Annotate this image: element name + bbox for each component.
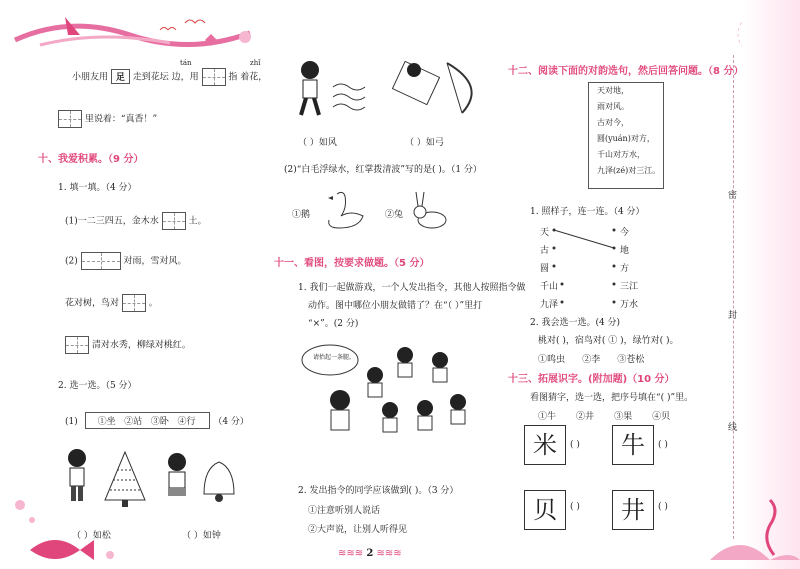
- lying-child-and-bow-icon: [392, 58, 487, 116]
- poem-box: [588, 82, 664, 189]
- left-word[interactable]: 圆: [540, 264, 550, 274]
- text: 指 着花，: [228, 72, 268, 83]
- text: (2): [65, 256, 78, 267]
- top-line-1: [72, 68, 267, 86]
- fill-item-3: [65, 294, 158, 312]
- answer-box[interactable]: [162, 212, 186, 230]
- pictograph-card: 贝: [524, 490, 566, 530]
- answer-ru-zhong: （ ）如钟: [182, 531, 221, 541]
- sec11-opt1: ①注意听别人说话: [308, 506, 381, 516]
- sec12-q1: 1. 照样子，连一连。（4 分）: [530, 207, 645, 217]
- char-box: 足: [111, 69, 130, 84]
- walking-boy-icon: [295, 60, 325, 118]
- sec11-opt2: ②大声说，让别人听得见: [308, 525, 408, 535]
- q1-label: 1. 填一填。（4 分）: [58, 183, 137, 193]
- option: ③果: [614, 412, 633, 422]
- text: 里说着：“真香！”: [84, 114, 158, 125]
- answer-box[interactable]: [65, 336, 89, 354]
- section-10-title: 十、我爱积累。（9 分）: [38, 154, 144, 165]
- sec12-q2: 2. 我会选一选。(4 分): [530, 318, 621, 328]
- answer-ru-song: （ ）如松: [72, 531, 111, 541]
- match-dots: [548, 225, 623, 315]
- pictograph-card: 牛: [612, 425, 654, 465]
- pinyin-tan: tán: [180, 59, 192, 67]
- margin-char-3: 线: [728, 423, 738, 433]
- margin-char-1: 密: [728, 191, 738, 201]
- text: (1): [65, 417, 78, 427]
- seal-line: [733, 55, 734, 539]
- sec12-choices: [538, 352, 644, 365]
- text: 清对水秀，柳绿对桃红。: [91, 340, 191, 351]
- section-13-title: 十三、拓展识字。(附加题)（10 分）: [508, 374, 675, 385]
- right-word[interactable]: 方: [620, 264, 630, 274]
- sec13-opts: [538, 409, 670, 422]
- text: 土。: [188, 216, 207, 227]
- option: ④行: [177, 417, 196, 427]
- q2-label: 2. 选一选。（5 分）: [58, 381, 137, 391]
- option: ①牛: [538, 412, 557, 422]
- option: ③卧: [150, 417, 169, 427]
- wind-lines-icon: [328, 75, 368, 115]
- answer-paren[interactable]: ( ): [658, 440, 668, 450]
- options-box: [85, 412, 211, 429]
- children-game-illustration: [300, 330, 500, 450]
- answer-box[interactable]: [58, 110, 82, 128]
- choice-goose: ①鹅: [292, 210, 311, 220]
- pinyin-zhi: zhǐ: [250, 59, 261, 67]
- left-word[interactable]: 古: [540, 246, 550, 256]
- pictograph-card: 井: [612, 490, 654, 530]
- option: ②站: [124, 417, 143, 427]
- wave-decoration-icon: [10, 5, 310, 50]
- fill-item-4: [65, 336, 191, 354]
- sec12-line: 桃对( )，宿鸟对( ① )，绿竹对( )。: [538, 336, 679, 346]
- option: ④贝: [652, 412, 671, 422]
- sec11-p1c: “×”。(2 分): [308, 319, 359, 329]
- text: 。: [148, 298, 158, 309]
- margin-char-2: 封: [728, 311, 738, 321]
- text: 对雨，雪对风。: [123, 256, 187, 267]
- sec13-instr: 看图猜字，选一选，把序号填在“( )”里。: [530, 393, 694, 403]
- sec11-p1a: 1. 我们一起做游戏，一个人发出指令，其他人按照指令做: [298, 283, 526, 293]
- answer-ru-feng: （ ）如风: [298, 138, 337, 148]
- poem-line: 九泽(zé)对三江。: [597, 166, 661, 175]
- goose-icon: [325, 188, 369, 230]
- answer-paren[interactable]: ( ): [570, 502, 580, 512]
- option: ②井: [576, 412, 595, 422]
- speech-bubble: 请抬起一条腿。: [313, 354, 356, 361]
- answer-box[interactable]: [122, 294, 146, 312]
- poem-line: 圆(yuán)对方，: [597, 134, 655, 143]
- answer-ru-gong: （ ）如弓: [405, 138, 444, 148]
- sec11-q2: 2. 发出指令的同学应该做到( )。（3 分）: [298, 486, 459, 496]
- q-bai-mao: (2)“白毛浮绿水，红掌拨清波”写的是( )。（1 分）: [284, 165, 482, 175]
- standing-boy-icon: [62, 448, 92, 504]
- choice: ③苍松: [617, 355, 645, 365]
- pine-tree-icon: [100, 450, 150, 508]
- text: (1)一二三四五，金木水: [65, 216, 159, 227]
- answer-box[interactable]: [81, 252, 121, 270]
- left-word[interactable]: 千山: [540, 282, 559, 292]
- right-word[interactable]: 万水: [620, 300, 639, 310]
- answer-paren[interactable]: ( ): [570, 440, 580, 450]
- answer-paren[interactable]: ( ): [658, 502, 668, 512]
- right-word[interactable]: 地: [620, 246, 630, 256]
- fill-item-2: [65, 252, 187, 270]
- choice-rabbit: ②兔: [385, 210, 404, 220]
- page-number: 2: [366, 548, 374, 559]
- page-number-block: ≋≋≋ 2 ≋≋≋: [338, 548, 402, 559]
- choice: ①鸣虫: [538, 355, 566, 365]
- text: 坛 边，用: [159, 72, 199, 83]
- poem-line: 古对今，: [597, 118, 629, 127]
- left-word[interactable]: 天: [540, 228, 550, 238]
- seahorse-decoration-icon: [700, 480, 800, 569]
- right-word[interactable]: 三江: [620, 282, 639, 292]
- poem-line: 千山对万水，: [597, 150, 645, 159]
- option: ①坐: [97, 417, 116, 427]
- sitting-boy-icon: [162, 452, 192, 504]
- fill-item-1: [65, 212, 207, 230]
- text: 花对树，鸟对: [65, 298, 120, 309]
- choice: ②李: [582, 355, 601, 365]
- right-word[interactable]: 今: [620, 228, 630, 238]
- poem-line: 天对地，: [597, 86, 629, 95]
- text: 小朋友用: [72, 72, 109, 83]
- bell-icon: [198, 458, 240, 504]
- sec11-p1b: 动作。图中哪位小朋友做错了？在“（ ）”里打: [308, 301, 483, 311]
- text: （4 分）: [213, 417, 249, 427]
- top-line-2: [58, 110, 157, 128]
- text: 走到花: [132, 72, 160, 83]
- rabbit-icon: [410, 190, 448, 230]
- pictograph-card: 米: [524, 425, 566, 465]
- poem-line: 雨对风。: [597, 102, 629, 111]
- section-11-title: 十一、看图，按要求做题。（5 分）: [274, 258, 430, 269]
- left-word[interactable]: 九泽: [540, 300, 559, 310]
- answer-box[interactable]: [202, 68, 226, 86]
- options-row: [65, 412, 249, 429]
- section-12-title: 十二、阅读下面的对韵选句，然后回答问题。（8 分）: [508, 66, 744, 77]
